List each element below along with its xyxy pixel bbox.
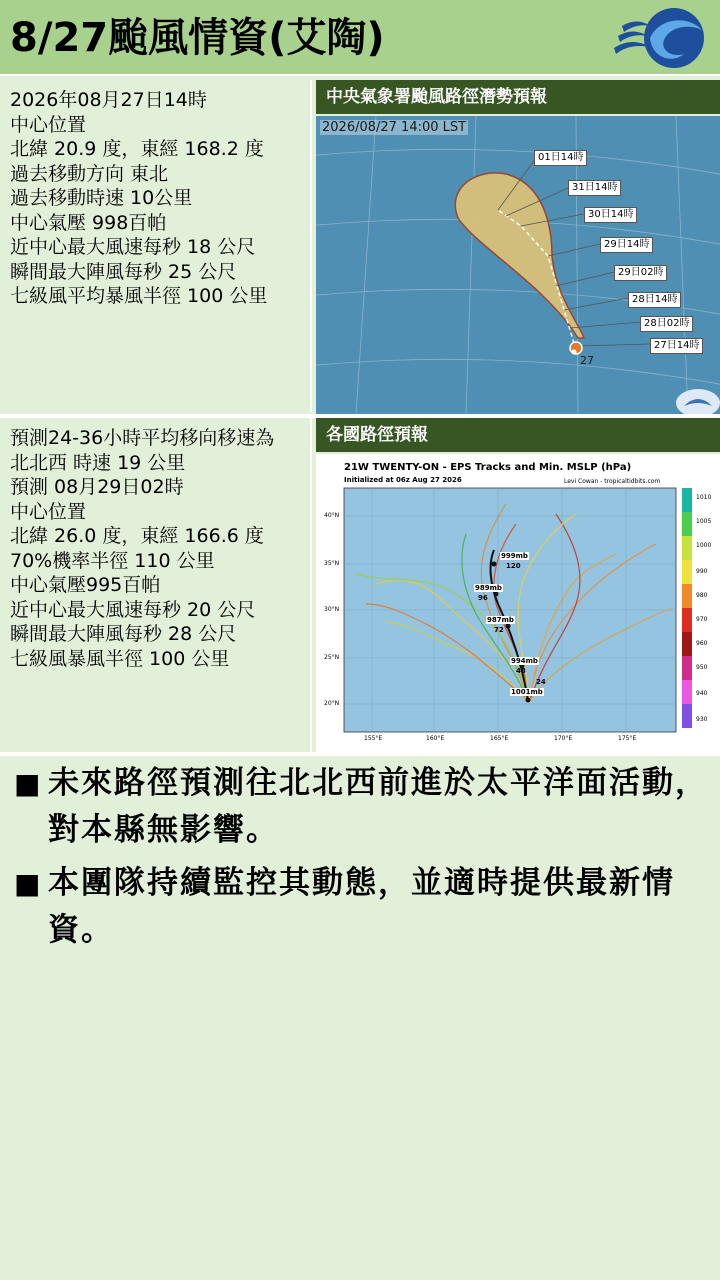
- info-line: 預測24-36小時平均移向移速為: [10, 427, 275, 449]
- eps-subtitle: Initialized at 06z Aug 27 2026: [344, 476, 462, 484]
- lon-label: 160°E: [426, 735, 445, 742]
- info-line: 北北西 時速 19 公里: [10, 451, 186, 474]
- track-label: 29日02時: [614, 265, 667, 281]
- divider: [0, 752, 720, 756]
- track-hour-label: 48: [516, 667, 526, 675]
- track-label: 27日14時: [650, 338, 703, 354]
- mslp-label: 989mb: [475, 584, 502, 592]
- mslp-label: 994mb: [511, 657, 538, 665]
- colorbar-label: 950: [696, 664, 708, 671]
- colorbar-label: 1005: [696, 518, 712, 525]
- colorbar-label: 1010: [696, 494, 712, 501]
- mslp-label: 1001mb: [511, 688, 543, 696]
- eps-track-map: [316, 454, 720, 752]
- mslp-label: 987mb: [487, 616, 514, 624]
- track-label: 28日14時: [628, 292, 681, 308]
- info-line: 瞬間最大陣風每秒 28 公尺: [10, 623, 237, 645]
- info-line: 近中心最大風速每秒 18 公尺: [10, 236, 256, 258]
- note-text: 本團隊持續監控其動態，並適時提供最新情資。: [48, 865, 675, 948]
- cwa-map-title: 中央氣象署颱風路徑潛勢預報: [316, 80, 720, 114]
- colorbar-label: 940: [696, 690, 708, 697]
- forecast-panel: [0, 418, 312, 752]
- info-line: 近中心最大風速每秒 20 公尺: [10, 598, 256, 621]
- colorbar: [682, 488, 692, 728]
- note-item: [14, 760, 714, 854]
- info-line: 預測 08月29日02時: [10, 476, 184, 498]
- track-label: 30日14時: [584, 207, 637, 223]
- lat-label: 30°N: [324, 606, 340, 613]
- info-line: 北緯 26.0 度，東經 166.6 度: [10, 525, 264, 547]
- track-label: 01日14時: [534, 150, 587, 166]
- info-line: 2026年08月27日14時: [10, 89, 207, 111]
- colorbar-label: 980: [696, 592, 708, 599]
- colorbar-label: 960: [696, 640, 708, 647]
- lat-label: 20°N: [324, 700, 340, 707]
- info-line: 過去移動方向 東北: [10, 162, 169, 185]
- colorbar-label: 970: [696, 616, 708, 623]
- lat-label: 35°N: [324, 560, 340, 567]
- eps-title: 21W TWENTY-ON - EPS Tracks and Min. MSLP (hPa): [344, 462, 632, 473]
- lon-label: 175°E: [618, 735, 637, 742]
- bullet-square-icon: ■: [14, 867, 43, 900]
- track-hour-label: 120: [506, 562, 521, 570]
- colorbar-label: 990: [696, 568, 708, 575]
- header-bar: [0, 0, 720, 76]
- track-hour-label: 24: [536, 678, 546, 686]
- note-text: 未來路徑預測往北北西前進於太平洋面活動，對本縣無影響。: [48, 765, 708, 848]
- lat-label: 25°N: [324, 654, 340, 661]
- info-line: 70%機率半徑 110 公里: [10, 549, 215, 572]
- track-label: 29日14時: [600, 237, 653, 253]
- colorbar-label: 930: [696, 716, 708, 723]
- info-line: 七級風平均暴風半徑 100 公里: [10, 285, 268, 307]
- mslp-label: 999mb: [501, 552, 528, 560]
- lat-label: 40°N: [324, 512, 340, 519]
- track-label: 28日02時: [640, 316, 693, 332]
- current-status-panel: [0, 80, 312, 412]
- lon-label: 165°E: [490, 735, 509, 742]
- track-label: 31日14時: [568, 180, 621, 196]
- track-hour-label: 96: [478, 594, 488, 602]
- bullet-square-icon: ■: [14, 767, 43, 800]
- map-timestamp: 2026/08/27 14:00 LST: [322, 120, 467, 135]
- cwa-track-map: [316, 116, 720, 414]
- info-line: 過去移動時速 10公里: [10, 187, 193, 209]
- eps-credit: Levi Cowan - tropicaltidbits.com: [564, 478, 661, 485]
- note-item: [14, 860, 714, 954]
- track-hour-label: 72: [494, 626, 504, 634]
- lon-label: 170°E: [554, 735, 573, 742]
- info-line: 七級風暴風半徑 100 公里: [10, 647, 230, 670]
- notes-section: [14, 760, 714, 960]
- info-line: 中心氣壓 998百帕: [10, 211, 167, 234]
- lon-label: 155°E: [364, 735, 383, 742]
- eps-map-title: 各國路徑預報: [316, 418, 720, 452]
- info-line: 瞬間最大陣風每秒 25 公尺: [10, 260, 237, 283]
- agency-logo-icon: [610, 6, 712, 70]
- colorbar-label: 1000: [696, 542, 712, 549]
- info-line: 北緯 20.9 度，東經 168.2 度: [10, 138, 264, 160]
- current-position-label: 27: [580, 354, 594, 367]
- page-title: 8/27颱風情資(艾陶): [10, 15, 385, 61]
- tw-weather-icon: [676, 389, 720, 414]
- info-line: 中心位置: [10, 500, 87, 523]
- info-line: 中心氣壓995百帕: [10, 574, 161, 596]
- info-line: 中心位置: [10, 113, 87, 136]
